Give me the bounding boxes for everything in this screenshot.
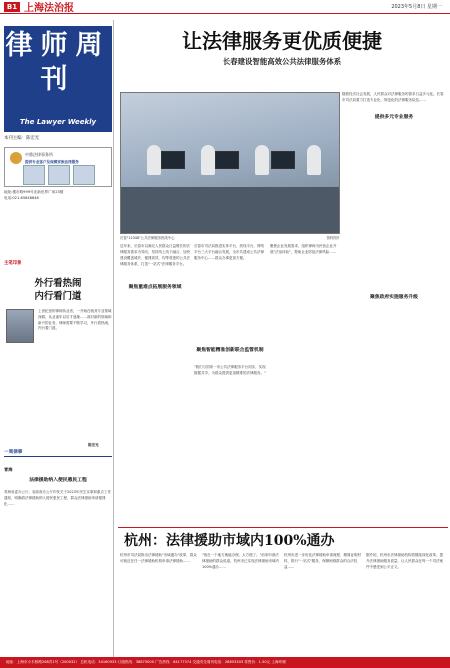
page-footer: 地址：上海市小木桥路268弄1号（200032） 总机电话：34160933 订阅热线：38875000 广告热线：64177374 交通安全周刊电话：28853303 零售价：1.50元 上海印刷 bbox=[0, 657, 450, 668]
section-heading-3: 聚焦政府实施服务升级 bbox=[370, 295, 418, 300]
bottom-body-col3: 杭州市进一步优化法律援助申请流程，精简证明材料，推行"一站式"服务，保障困难群众的合法权益…… bbox=[284, 553, 361, 569]
ad-phone: 电话:021-65848848 bbox=[4, 195, 39, 200]
main-headline: 让法律服务更优质便捷 bbox=[182, 29, 382, 53]
ad-org-name: 中鼎法律事务所 bbox=[25, 152, 53, 157]
news-photo bbox=[120, 92, 340, 234]
profile-title-line1: 外行看热闹 bbox=[34, 278, 82, 289]
author-portrait bbox=[6, 309, 34, 343]
ad-address: 地址:楼市路999号北新世界广场23楼 bbox=[4, 190, 64, 194]
masthead bbox=[0, 0, 450, 14]
column-tag: 主笔印象 bbox=[4, 261, 22, 266]
bottom-body-col1: 杭州市司法局推出法律援助"市域通办"改革，群众可就近在任一法律援助机构申请法律援助…… bbox=[120, 553, 197, 563]
section-banner bbox=[4, 26, 112, 132]
bottom-story-divider bbox=[118, 527, 448, 528]
section-name-en: The Lawyer Weekly bbox=[19, 118, 97, 127]
weekly-news-body: 青海省委办公厅、省政府办公厅印发关于2023年民生实事和重点工作通知，明确将法律援助纳入便民惠民工程，群众法律援助申请便捷化…… bbox=[4, 490, 111, 506]
main-body-col2: 长春市司法局推进实体平台、热线平台、网络平台三大平台融合发展，全市共建成公共法律服务中心……群众办事更加方便。 bbox=[194, 244, 264, 260]
main-subheadline: 长春建设智能高效公共法律服务体系 bbox=[222, 57, 342, 66]
section-heading-4: 聚焦智能精准创新联合监管机制 bbox=[196, 348, 264, 353]
law-firm-logo-icon bbox=[10, 152, 22, 164]
page-number: B1 bbox=[4, 2, 20, 12]
photo-caption-text: 长春"12348"公共法律服务热线中心 bbox=[120, 236, 175, 240]
ad-images bbox=[23, 165, 95, 185]
main-body-col3: 随着经济社会发展，人民群众对法律服务的需求日益多元化。长春市司法局着力打造专业化、规范化的法律服务队伍…… bbox=[342, 92, 444, 102]
weekly-news-category: 青海 bbox=[4, 467, 13, 472]
section-heading-2: 提供多元专业服务 bbox=[342, 114, 446, 122]
section-name: 律师周刊 bbox=[5, 30, 111, 95]
profile-title-line2: 内行看门道 bbox=[34, 291, 82, 302]
weekly-news-title: 法律援助纳入便民惠民工程 bbox=[29, 478, 87, 483]
editor-credit: 本刊主编：陈宏光 bbox=[4, 136, 40, 141]
ad-slogan: 提供专业客户及规模家族法律服务 bbox=[25, 160, 79, 164]
photo-credit: 资料图片 bbox=[326, 236, 340, 240]
ad-box bbox=[4, 147, 112, 187]
profile-body: 上世纪里的律师执业者，一开始在就其专业领域深耕，从业诸年以后才逐渐……面对新的领域和新兴的业务，律师需要不断学习，外行看热闹，内行看门道。 bbox=[38, 309, 112, 331]
profile-signature: 陈宏光 bbox=[88, 443, 99, 447]
main-body-col5: "我们与国家一市公共法律服务平台同步，实现数据共享，为群众提供更加精准的法律服务。" bbox=[194, 365, 266, 375]
issue-date: 2023年5月8日 星期一 bbox=[391, 4, 442, 10]
bottom-body-col4: 据介绍，杭州市法律援助机构将继续深化改革，提升法律援助服务质量，让人民群众在每一个司法案件中感受到公平正义。 bbox=[366, 553, 443, 569]
section-heading-1: 聚焦重难点拓展服务领域 bbox=[128, 285, 182, 290]
bottom-headline: 杭州：法律援助市域内100%通办 bbox=[124, 533, 335, 549]
photo-caption bbox=[120, 236, 340, 241]
profile-title bbox=[4, 277, 112, 303]
ad-contact bbox=[4, 190, 63, 201]
main-body-col4: 聚焦企业发展需求，组织律师为民营企业开展"法治体检"，帮助企业防范法律风险…… bbox=[270, 244, 337, 254]
newspaper-name: 上海法治报 bbox=[24, 3, 74, 14]
weekly-news-heading: 一周律事 bbox=[4, 449, 112, 457]
bottom-body-col2: "现在一个地方就能办理，太方便了。"前来申请法律援助的群众说道。杭州市已实现法律援助市域内100%通办…… bbox=[202, 553, 279, 569]
main-body-col1: 近年来，长春市以满足人民群众日益增长的法律服务需求为导向，坚持线上线下融合，加快建设覆盖城乡、便捷高效、均等普惠的公共法律服务体系，打造"一站式"法律服务平台。 bbox=[120, 244, 190, 266]
